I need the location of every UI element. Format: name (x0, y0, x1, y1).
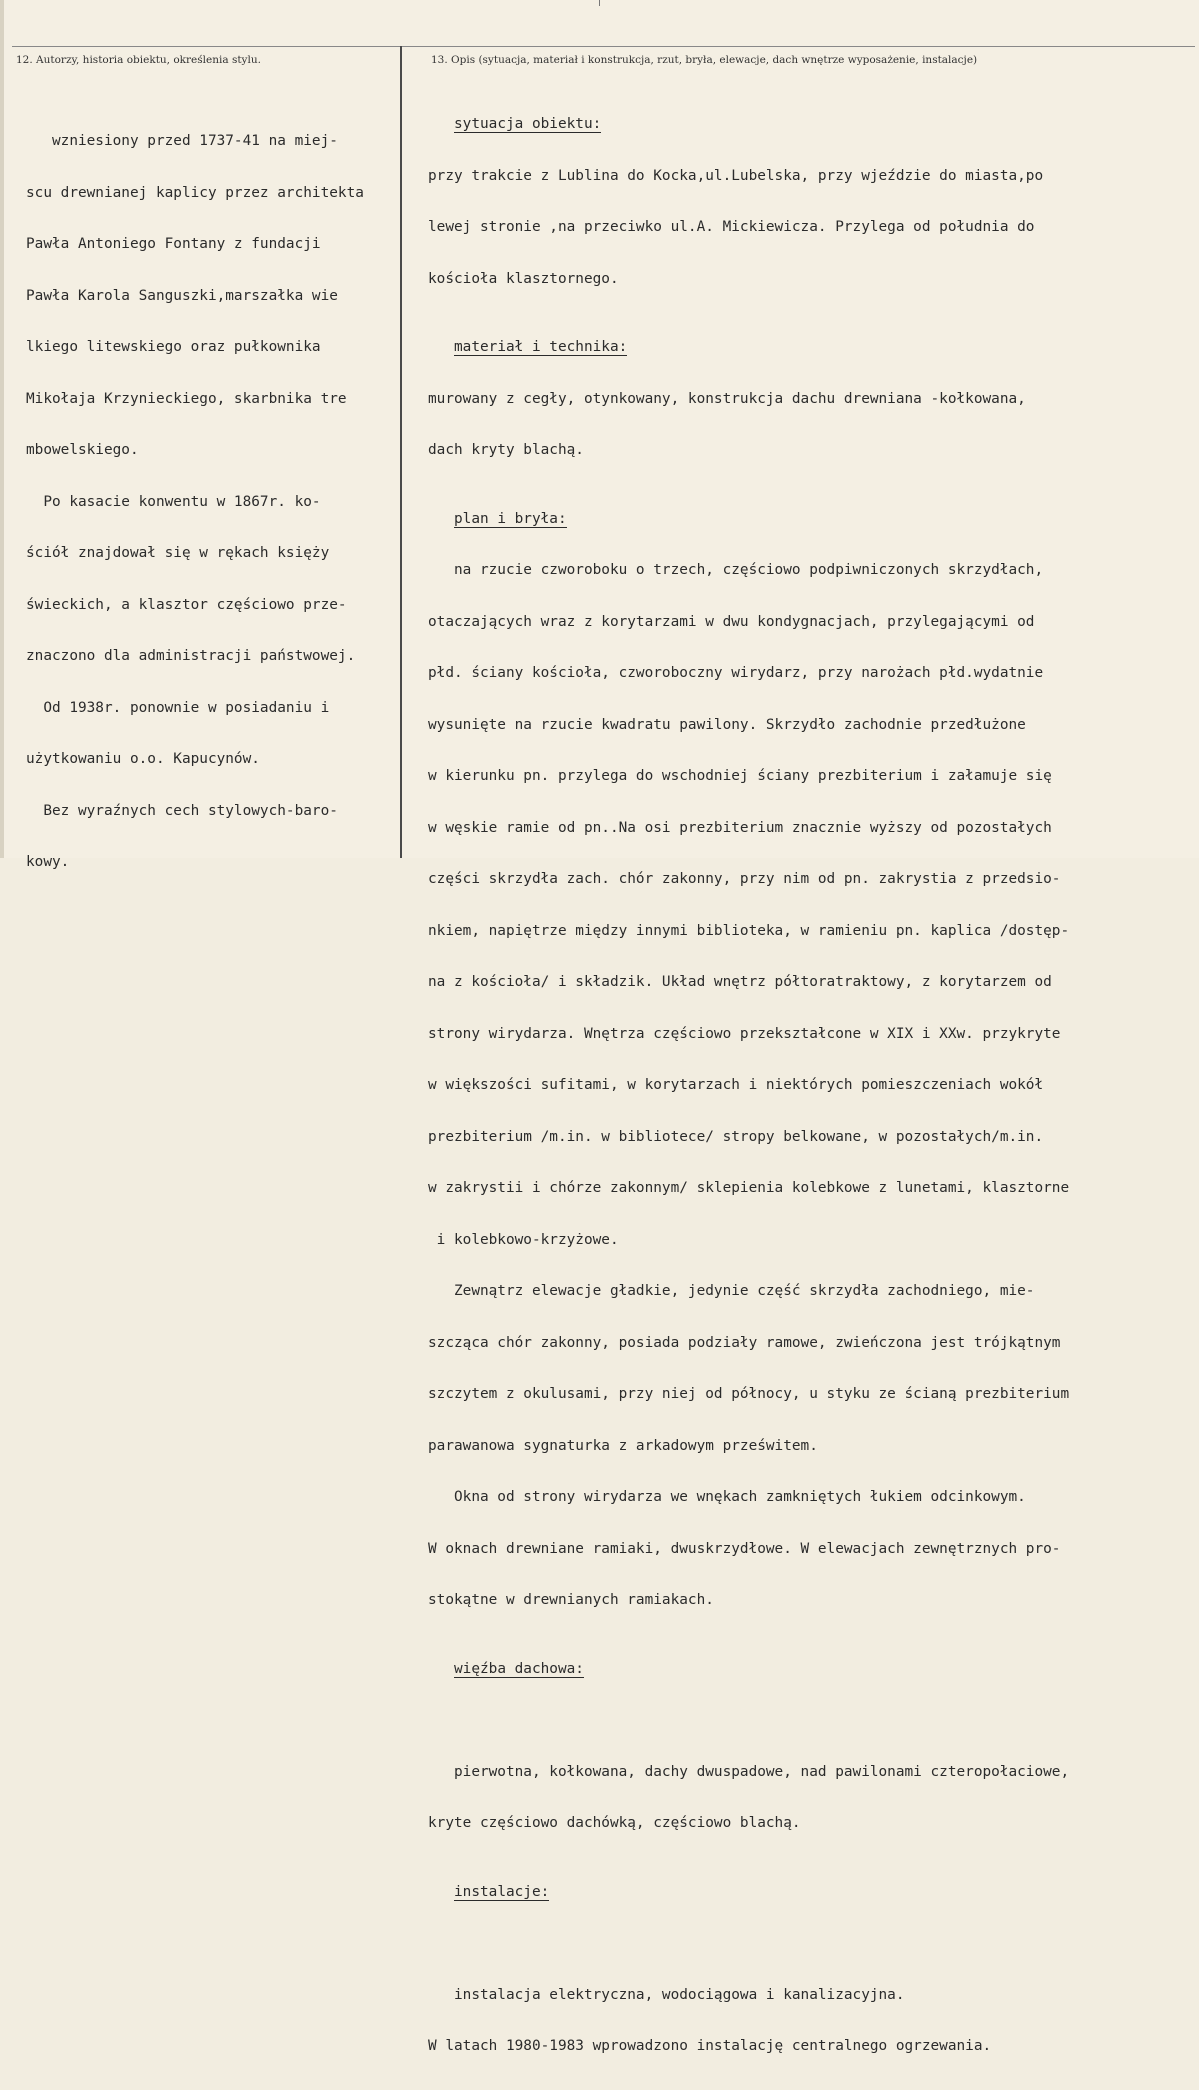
section-heading-material (428, 339, 1069, 357)
text-line: i kolebkowo-krzyżowe. (428, 1231, 619, 1248)
text-line: strony wirydarza. Wnętrza częściowo przekształcone w XIX i XXw. przykryte (428, 1025, 1061, 1042)
heading-text: sytuacja obiektu: (454, 116, 602, 132)
heading-text: plan i bryła: (454, 510, 567, 527)
text-line: scu drewnianej kaplicy przez architekta (26, 184, 364, 201)
text-line (428, 1712, 1069, 1730)
text-line: w zakrystii i chórze zakonnym/ sklepienia kolebkowe z lunetami, klasztorne (428, 1180, 1070, 1196)
text-line: dach kryty blachą. (428, 442, 584, 458)
text-line: znaczono dla administracji państwowej. (26, 648, 356, 664)
text-line: otaczających wraz z korytarzami w dwu kondygnacjach, przylegającymi od (428, 613, 1035, 630)
text-line: W oknach drewniane ramiaki, dwuskrzydłowe. W elewacjach zewnętrznych pro- (428, 1540, 1061, 1557)
text-line: Bez wyraźnych cech stylowych-baro- (26, 802, 338, 819)
section-heading-situation (428, 116, 1069, 134)
text-line: W latach 1980-1983 wprowadzono instalację centralnego ogrzewania. (428, 2038, 992, 2054)
text-line: ściół znajdował się w rękach księży (26, 545, 330, 561)
text-line: Pawła Antoniego Fontany z fundacji (26, 236, 321, 252)
right-column-text (428, 82, 1069, 2090)
text-line: stokątne w drewnianych ramiakach. (428, 1592, 714, 1608)
text-line: Pawła Karola Sanguszki,marszałka wie (26, 287, 338, 304)
text-line: części skrzydła zach. chór zakonny, przy nim od pn. zakrystia z przedsio- (428, 871, 1061, 887)
text-line: Od 1938r. ponownie w posiadaniu i (26, 699, 330, 716)
section-heading-plan (428, 511, 1069, 529)
text-line: kościoła klasztornego. (428, 270, 619, 287)
left-column-header: 12. Autorzy, historia obiektu, określenia stylu. (16, 54, 261, 66)
section-heading-installations (428, 1884, 1069, 1902)
text-line: szczytem z okulusami, przy niej od północy, u styku ze ścianą prezbiterium (428, 1386, 1070, 1402)
text-line: płd. ściany kościoła, czworoboczny wirydarz, przy narożach płd.wydatnie (428, 665, 1044, 681)
text-line: lewej stronie ,na przeciwko ul.A. Mickiewicza. Przylega od południa do (428, 219, 1035, 235)
text-line: szcząca chór zakonny, posiada podziały ramowe, zwieńczona jest trójkątnym (428, 1334, 1061, 1351)
text-line: na rzucie czworoboku o trzech, częściowo podpiwniczonych skrzydłach, (428, 562, 1044, 578)
text-line: przy trakcie z Lublina do Kocka,ul.Lubelska, przy wjeździe do miasta,po (428, 167, 1044, 184)
text-line: parawanowa sygnaturka z arkadowym prześwitem. (428, 1437, 818, 1454)
text-line: instalacja elektryczna, wodociągowa i kanalizacyjna. (428, 1986, 905, 2003)
text-line: użytkowaniu o.o. Kapucynów. (26, 751, 260, 767)
text-line: na z kościoła/ i składzik. Układ wnętrz półtoratraktowy, z korytarzem od (428, 974, 1052, 990)
text-line (428, 1935, 1069, 1953)
text-line: w większości sufitami, w korytarzach i niektórych pomieszczeniach wokół (428, 1077, 1044, 1093)
section-heading-roof-truss (428, 1661, 1069, 1679)
text-line: Zewnątrz elewacje gładkie, jedynie część skrzydła zachodniego, mie- (428, 1283, 1035, 1299)
text-line: wysunięte na rzucie kwadratu pawilony. Skrzydło zachodnie przedłużone (428, 716, 1026, 733)
heading-text: materiał i technika: (454, 339, 628, 355)
text-line: mbowelskiego. (26, 442, 139, 458)
header-rule (12, 46, 1195, 47)
text-line: Mikołaja Krzynieckiego, skarbnika tre (26, 390, 347, 407)
text-line: prezbiterium /m.in. w bibliotece/ stropy belkowane, w pozostałych/m.in. (428, 1128, 1044, 1145)
left-column-text (26, 99, 364, 906)
right-column-header: 13. Opis (sytuacja, materiał i konstrukcja, rzut, bryła, elewacje, dach wnętrze wyposażenie, instalacje) (431, 54, 978, 66)
text-line: świeckich, a klasztor częściowo prze- (26, 596, 347, 613)
text-line: murowany z cegły, otynkowany, konstrukcja dachu drewniana -kołkowana, (428, 390, 1026, 407)
text-line: Po kasacie konwentu w 1867r. ko- (26, 493, 321, 510)
text-line: lkiego litewskiego oraz pułkownika (26, 339, 321, 355)
heading-text: instalacje: (454, 1883, 550, 1900)
text-line: kowy. (26, 854, 70, 870)
text-line: kryte częściowo dachówką, częściowo blachą. (428, 1815, 801, 1831)
text-line: wzniesiony przed 1737-41 na miej- (26, 133, 338, 149)
column-divider (400, 46, 402, 858)
text-line: w węskie ramie od pn..Na osi prezbiterium znacznie wyższy od pozostałych (428, 819, 1052, 836)
text-line: nkiem, napiętrze między innymi biblioteka, w ramieniu pn. kaplica /dostęp- (428, 922, 1070, 939)
text-line: Okna od strony wirydarza we wnękach zamkniętych łukiem odcinkowym. (428, 1489, 1026, 1505)
text-line: pierwotna, kołkowana, dachy dwuspadowe, nad pawilonami czteropołaciowe, (428, 1763, 1070, 1780)
heading-text: więźba dachowa: (454, 1660, 584, 1677)
text-line: w kierunku pn. przylega do wschodniej ściany prezbiterium i załamuje się (428, 768, 1052, 784)
top-tick-mark (599, 0, 600, 6)
